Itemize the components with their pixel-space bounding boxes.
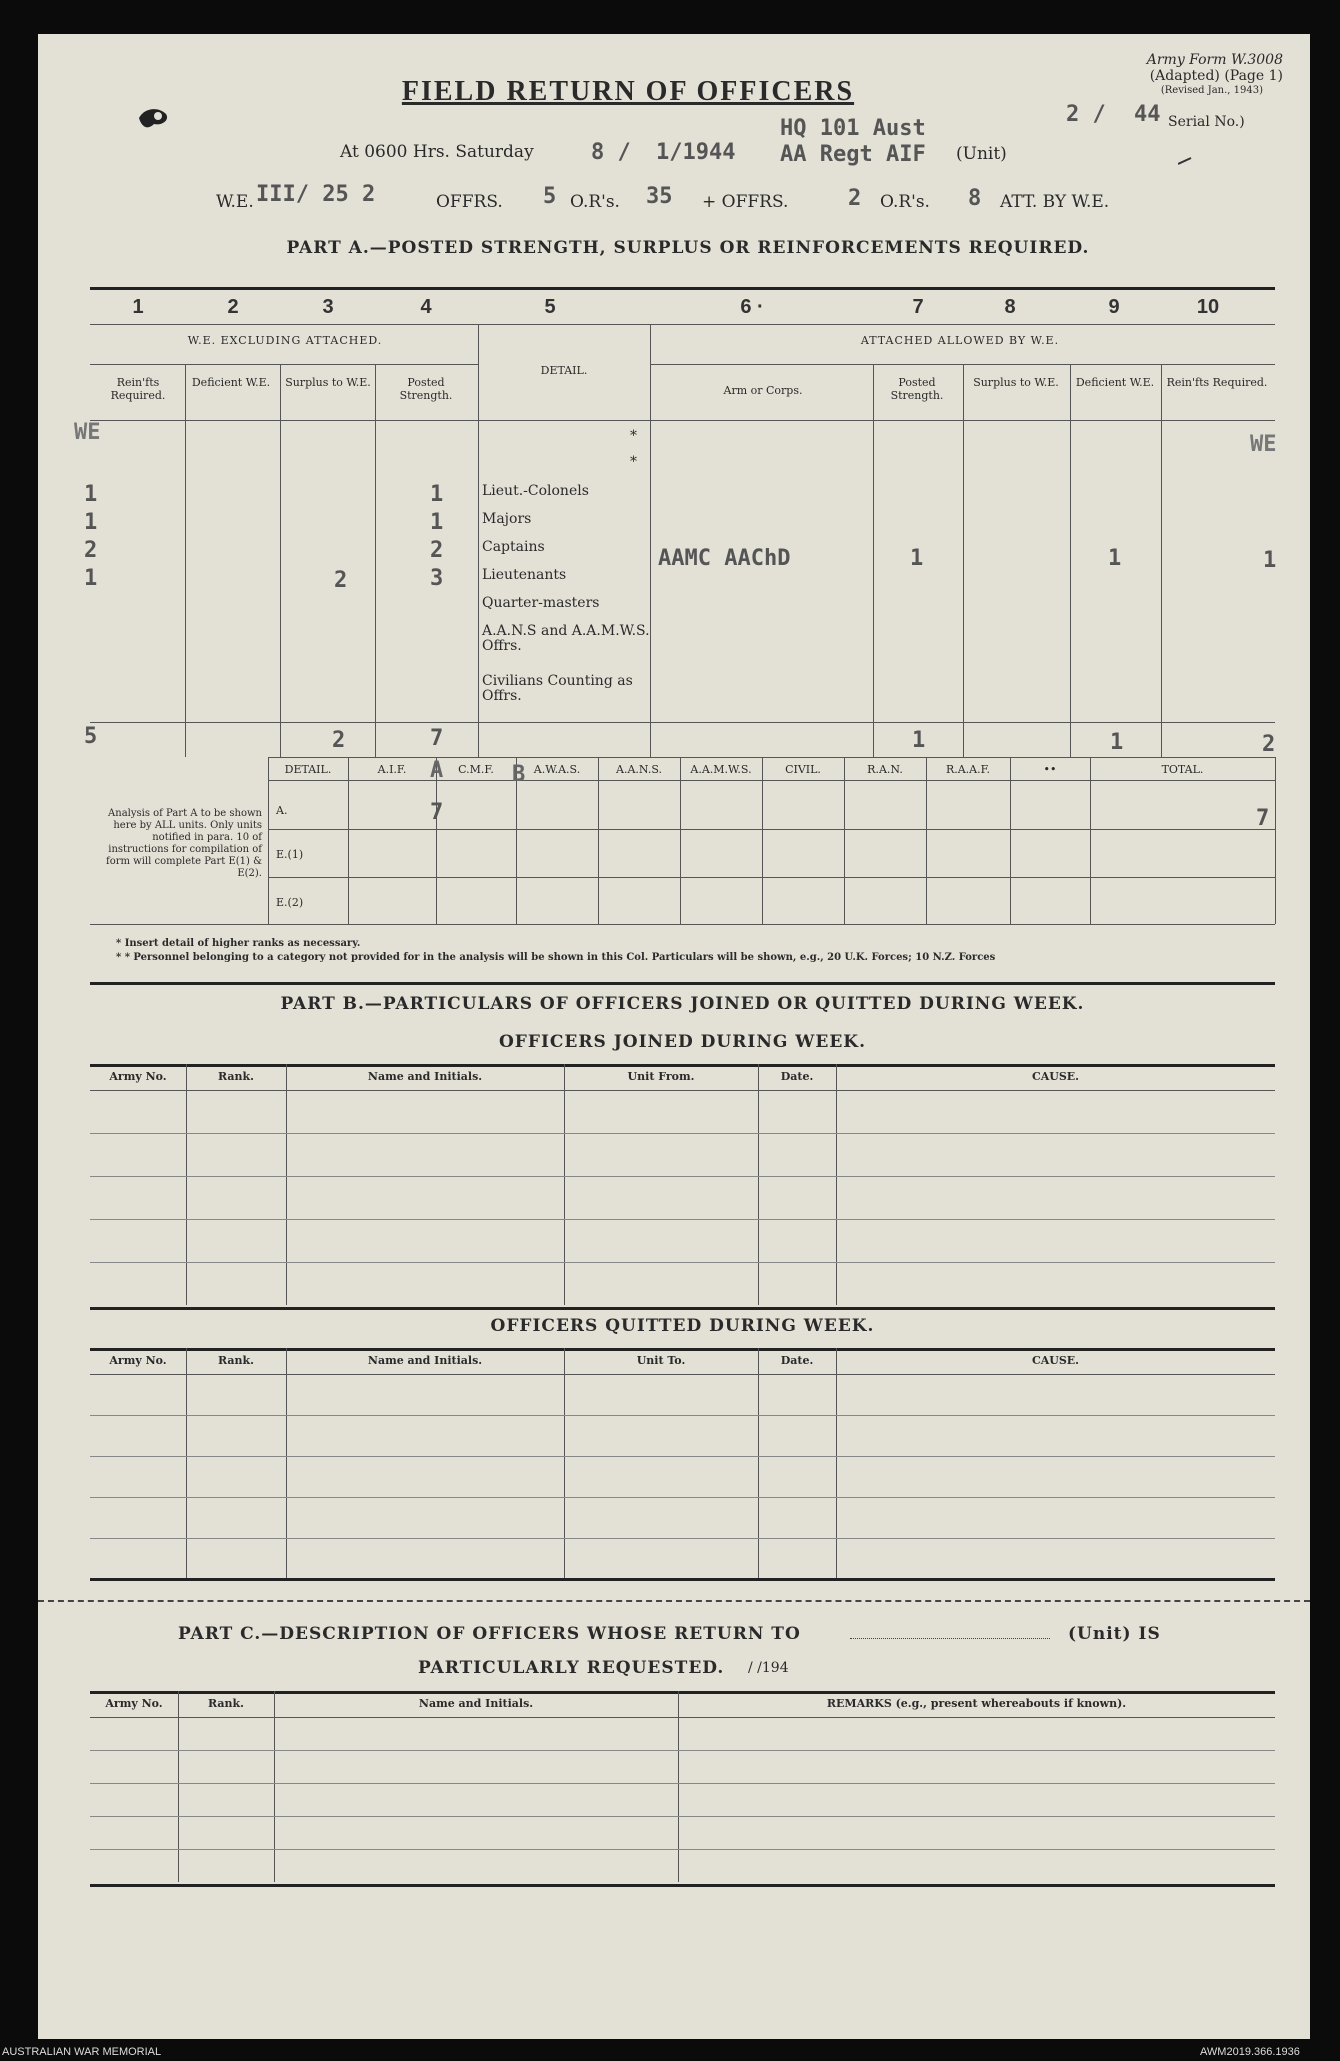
analysis-col-line xyxy=(1090,757,1091,924)
unit-line-2: AA Regt AIF xyxy=(780,142,926,167)
column-number-5: 5 xyxy=(544,296,556,318)
total-c7: 1 xyxy=(912,728,926,753)
table-header: Army No. xyxy=(109,1070,167,1083)
table-col-line xyxy=(186,1064,187,1305)
form-id: Army Form W.3008 xyxy=(1146,52,1283,68)
posted-r-header: Posted Strength. xyxy=(890,376,944,402)
deficient-header: Deficient W.E. xyxy=(191,376,271,389)
part-c-line2: PARTICULARLY REQUESTED. xyxy=(418,1658,725,1678)
table-header: Unit From. xyxy=(627,1070,695,1083)
table-col-line xyxy=(186,1348,187,1579)
column-number-2: 2 xyxy=(227,296,239,318)
analysis-header-0: DETAIL. xyxy=(284,763,332,776)
deficient-r-header: Deficient W.E. xyxy=(1075,376,1155,389)
we-mark-left: WE xyxy=(74,420,101,445)
table-header: Name and Initials. xyxy=(367,1070,483,1083)
hand-mark-a: A xyxy=(430,758,444,783)
cut-line xyxy=(38,1600,1310,1602)
posted-header: Posted Strength. xyxy=(399,376,453,402)
hand-mark-b: B xyxy=(512,762,526,787)
col9-value: 1 xyxy=(1108,546,1122,571)
column-number-8: 8 xyxy=(1004,296,1016,318)
column-number-4: 4 xyxy=(420,296,432,318)
analysis-col-line xyxy=(762,757,763,924)
analysis-row-e2: E.(2) xyxy=(276,896,304,909)
column-number-7: 7 xyxy=(912,296,924,318)
form-title: FIELD RETURN OF OFFICERS xyxy=(401,76,855,107)
part-c-date: / /194 xyxy=(748,1660,789,1676)
rank-label: A.A.N.S and A.A.M.W.S. Offrs. xyxy=(482,623,650,654)
analysis-col-line xyxy=(926,757,927,924)
table-row-rule xyxy=(90,1176,1275,1177)
table-col-line xyxy=(678,1691,679,1882)
group-right-header: ATTACHED ALLOWED BY W.E. xyxy=(860,334,1060,347)
col3-value: 2 xyxy=(334,568,348,593)
unit-label: (Unit) xyxy=(956,144,1007,164)
table-row-rule xyxy=(90,1849,1275,1850)
table-header: Name and Initials. xyxy=(418,1697,534,1710)
table-col-line xyxy=(564,1348,565,1579)
serial-value: 2 / xyxy=(1066,102,1106,127)
part-c-line1-end: (Unit) IS xyxy=(1068,1624,1161,1644)
ors2-label: O.R's. xyxy=(880,192,930,212)
table-header: Unit To. xyxy=(636,1354,686,1367)
total-c3: 2 xyxy=(332,728,346,753)
table-row-rule xyxy=(90,1783,1275,1784)
total-c1: 5 xyxy=(84,724,98,749)
serial-label: Serial No.) xyxy=(1168,114,1245,130)
asterisk-1: * xyxy=(630,428,637,444)
table-header: Date. xyxy=(780,1070,814,1083)
table-col-line xyxy=(836,1064,837,1305)
table-row-rule xyxy=(90,1219,1275,1220)
total-c4: 7 xyxy=(430,726,444,751)
table-row-rule xyxy=(90,1750,1275,1751)
table-row-rule xyxy=(90,1497,1275,1498)
analysis-col-line xyxy=(268,757,269,924)
analysis-col-line xyxy=(1275,757,1276,924)
analysis-row-e1: E.(1) xyxy=(276,848,304,861)
rank-label: Majors xyxy=(482,511,532,527)
table-col-line xyxy=(286,1064,287,1305)
footnote-1: * Insert detail of higher ranks as necessary. xyxy=(116,938,361,949)
table-header: REMARKS (e.g., present whereabouts if known). xyxy=(826,1697,1127,1710)
analysis-header-2: C.M.F. xyxy=(458,763,494,776)
table-row-rule xyxy=(90,1262,1275,1263)
joined-title: OFFICERS JOINED DURING WEEK. xyxy=(499,1032,866,1052)
offrs-label: OFFRS. xyxy=(436,192,503,212)
part-b-title: PART B.—PARTICULARS OF OFFICERS JOINED OR QUITTED DURING WEEK. xyxy=(280,994,1085,1014)
rank-label: Lieut.-Colonels xyxy=(482,483,589,499)
total-c10: 2 xyxy=(1262,732,1276,757)
reinfts-r-header: Rein'fts Required. xyxy=(1166,376,1268,389)
part-c-unit-blank xyxy=(850,1638,1050,1639)
we-mark-right: WE xyxy=(1250,432,1277,457)
table-header-rule xyxy=(90,1374,1275,1375)
col7-value: 1 xyxy=(910,546,924,571)
table-row-rule xyxy=(90,1415,1275,1416)
analysis-col-line xyxy=(348,757,349,924)
analysis-header-4: A.A.N.S. xyxy=(616,763,662,776)
arm-or-corps-value: AAMC AAChD xyxy=(658,546,791,571)
table-col-line xyxy=(564,1064,565,1305)
ink-blot xyxy=(136,106,172,134)
plus-offrs-value: 2 xyxy=(848,186,862,211)
ors-value: 35 xyxy=(646,184,673,209)
analysis-total-a: 7 xyxy=(1256,806,1270,831)
group-left-header: W.E. EXCLUDING ATTACHED. xyxy=(187,334,383,347)
table-col-line xyxy=(758,1064,759,1305)
table-row-rule xyxy=(90,1816,1275,1817)
ors2-value: 8 xyxy=(968,186,982,211)
detail-header: DETAIL. xyxy=(540,364,588,377)
att-label: ATT. BY W.E. xyxy=(1000,192,1110,212)
at-line: At 0600 Hrs. Saturday xyxy=(340,142,534,162)
rank-label: Quarter-masters xyxy=(482,595,600,611)
rank-label: Civilians Counting as Offrs. xyxy=(482,673,633,704)
rank-label: Captains xyxy=(482,539,545,555)
column-number-3: 3 xyxy=(322,296,334,318)
table-header: CAUSE. xyxy=(1031,1354,1080,1367)
table-row-rule xyxy=(90,1133,1275,1134)
col1-value: 1 xyxy=(84,482,98,507)
table-header: Rank. xyxy=(208,1697,244,1710)
analysis-col-line xyxy=(598,757,599,924)
table-col-line xyxy=(758,1348,759,1579)
column-number-6: 6 · xyxy=(740,296,764,318)
table-row-rule xyxy=(90,1538,1275,1539)
col4-value: 1 xyxy=(430,482,444,507)
column-number-9: 9 xyxy=(1108,296,1120,318)
part-a-title: PART A.—POSTED STRENGTH, SURPLUS OR REINFORCEMENTS REQUIRED. xyxy=(286,238,1090,258)
col1-value: 1 xyxy=(84,510,98,535)
we-label: W.E. xyxy=(216,192,254,212)
table-header: Army No. xyxy=(105,1697,163,1710)
analysis-header-1: A.I.F. xyxy=(377,763,407,776)
we-value: III/ 25 2 xyxy=(256,182,376,207)
table-col-line xyxy=(274,1691,275,1882)
column-number-1: 1 xyxy=(132,296,144,318)
total-c9: 1 xyxy=(1110,730,1124,755)
asterisk-2: * xyxy=(630,454,637,470)
analysis-aif-a: 7 xyxy=(430,800,444,825)
analysis-col-line xyxy=(1010,757,1011,924)
analysis-col-line xyxy=(844,757,845,924)
rank-label: Lieutenants xyxy=(482,567,567,583)
column-number-10: 10 xyxy=(1196,296,1220,318)
unit-line-1: HQ 101 Aust xyxy=(780,116,926,141)
table-col-line xyxy=(178,1691,179,1882)
quitted-title: OFFICERS QUITTED DURING WEEK. xyxy=(490,1316,875,1336)
analysis-header-6: CIVIL. xyxy=(785,763,821,776)
analysis-header-10: TOTAL. xyxy=(1161,763,1204,776)
table-header: Army No. xyxy=(109,1354,167,1367)
footer-right: AWM2019.366.1936 xyxy=(1200,2046,1300,2058)
reinfts-header: Rein'fts Required. xyxy=(110,376,166,402)
col4-value: 1 xyxy=(430,510,444,535)
table-header-rule xyxy=(90,1090,1275,1091)
analysis-col-line xyxy=(680,757,681,924)
table-row-rule xyxy=(90,1456,1275,1457)
table-header-rule xyxy=(90,1717,1275,1718)
col1-value: 1 xyxy=(84,566,98,591)
surplus-r-header: Surplus to W.E. xyxy=(973,376,1059,389)
arm-header: Arm or Corps. xyxy=(723,384,803,397)
table-header: Date. xyxy=(780,1354,814,1367)
plus-offrs-label: + OFFRS. xyxy=(702,192,789,212)
analysis-header-3: A.W.A.S. xyxy=(533,763,581,776)
return-day: 8 / xyxy=(591,140,631,165)
ors-label: O.R's. xyxy=(570,192,620,212)
form-adapted: (Adapted) (Page 1) xyxy=(1149,68,1283,84)
analysis-row-a: A. xyxy=(276,804,288,817)
analysis-header-8: R.A.A.F. xyxy=(945,763,991,776)
col10-value: 1 xyxy=(1263,548,1277,573)
footnote-2: * * Personnel belonging to a category not provided for in the analysis will be shown in this Col. Particulars will be shown, e.g., 20 U.K. Forces; 10 N.Z. Forces xyxy=(116,952,996,963)
table-col-line xyxy=(836,1348,837,1579)
analysis-header-9: •• xyxy=(1043,763,1057,776)
ink-mark xyxy=(1178,150,1192,156)
col4-value: 3 xyxy=(430,566,444,591)
form-paper xyxy=(38,34,1310,2039)
analysis-header-7: R.A.N. xyxy=(867,763,903,776)
serial-year: 44 xyxy=(1134,102,1161,127)
footer-left: AUSTRALIAN WAR MEMORIAL xyxy=(2,2046,162,2058)
table-header: CAUSE. xyxy=(1031,1070,1080,1083)
return-month-year: 1/1944 xyxy=(656,140,736,165)
surplus-header: Surplus to W.E. xyxy=(285,376,371,389)
form-revised: (Revised Jan., 1943) xyxy=(1160,85,1263,96)
offrs-value: 5 xyxy=(543,184,557,209)
col4-value: 2 xyxy=(430,538,444,563)
col1-value: 2 xyxy=(84,538,98,563)
table-header: Name and Initials. xyxy=(367,1354,483,1367)
table-col-line xyxy=(286,1348,287,1579)
analysis-header-5: A.A.M.W.S. xyxy=(690,763,752,776)
analysis-note: Analysis of Part A to be shown here by ALL units. Only units notified in para. 10 of instructions for compilation of form will complete Part E(1) & E(2). xyxy=(106,808,262,879)
table-header: Rank. xyxy=(218,1354,254,1367)
part-c-line1: PART C.—DESCRIPTION OF OFFICERS WHOSE RETURN TO xyxy=(178,1624,801,1644)
table-header: Rank. xyxy=(218,1070,254,1083)
